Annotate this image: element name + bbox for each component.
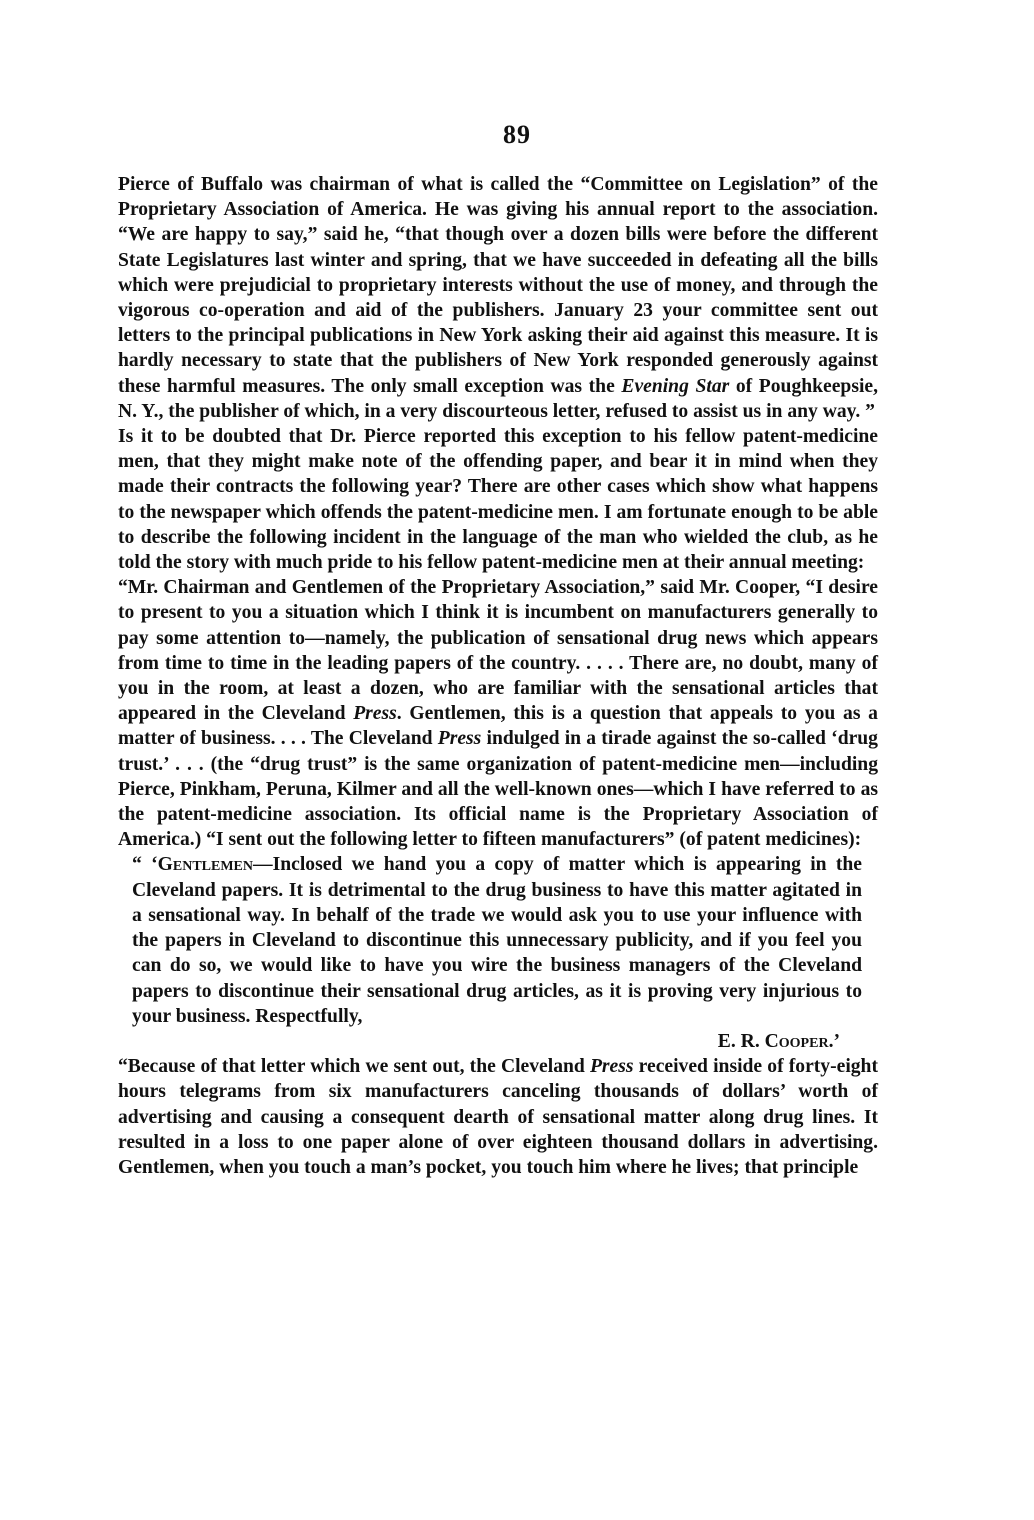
letter-salutation: “ ‘Gentlemen xyxy=(132,854,254,876)
letter-body: “ ‘Gentlemen—Inclosed we hand you a copy of matter which is appearing in the Cleveland papers. It is detrimental to the drug business to have this matter agitated in a sensational way. In behalf of the trade we would ask you to use your influence with the papers in Cleveland to discontinue this unnecessary publicity, and if you feel you can do so, we would like to have you wire the business managers of the Cleveland papers to discontinue their sensational drug articles, as it is proving very injurious to your business. Respectfully, xyxy=(132,854,862,1027)
paragraph-pierce-report: Pierce of Buffalo was chairman of what is called the “Committee on Legislation” of the Proprietary Association of America. He was giving his annual report to the association. “We are happy to say,” said he, “that though over a dozen bills were before the different State Legislatures last winter and spring, that we have succeeded in defeating all the bills which were prejudicial to proprietary interests without the use of money, and through the vigorous co-operation and aid of the publishers. January 23 your committee sent out letters to the principal publications in New York asking their aid against this measure. It is hardly necessary to state that the publishers of New York responded generously against these harmful measures. The only small exception was the Evening Star of Poughkeepsie, N. Y., the publisher of which, in a very discourteous letter, refused to assist us in any way. ” xyxy=(118,174,878,422)
letter-signature: E. R. Cooper.’ xyxy=(717,1030,840,1052)
newspaper-title: Press xyxy=(589,1056,634,1078)
newspaper-title: Press xyxy=(353,703,397,725)
newspaper-title: Evening Star xyxy=(621,375,730,397)
page-body xyxy=(118,172,878,1180)
newspaper-title: Press xyxy=(437,728,482,750)
paragraph-cooper-speech: “Mr. Chairman and Gentlemen of the Proprietary Association,” said Mr. Cooper, “I desire to present to you a situation which I think it is incumbent on manufacturers generally to pay some attention to—namely, the publication of sensational drug news which appears from time to time in the leading papers of the country. . . . . There are, no doubt, many of you in the room, at least a dozen, who are familiar with the sensational articles that appeared in the Cleveland Press. Gentlemen, this is a question that appeals to you as a matter of business. . . . The Cleveland Press indulged in a tirade against the so-called ‘drug trust.’ . . . (the “drug trust” is the same organization of patent-medicine men—including Pierce, Pinkham, Peruna, Kilmer and all the well-known ones—which I have referred to as the patent-medicine association. Its official name is the Proprietary Association of America.) “I sent out the following letter to fifteen manufacturers” (of patent medicines): xyxy=(118,577,878,851)
paragraph-doubted: Is it to be doubted that Dr. Pierce reported this exception to his fellow patent-medicine men, that they might make note of the offending paper, and bear it in mind when they made their contracts the following year? There are other cases which show what happens to the newspaper which offends the patent-medicine men. I am fortunate enough to be able to describe the following incident in the language of the man who wielded the club, as he told the story with much pride to his fellow patent-medicine men at their annual meeting: xyxy=(118,426,878,574)
letter-signoff xyxy=(132,1029,862,1054)
quoted-letter xyxy=(132,852,878,1054)
paragraph-consequence: “Because of that letter which we sent out, the Cleveland Press received inside of forty-eight hours telegrams from six manufacturers canceling thousands of dollars’ worth of advertising and causing a consequent dearth of sensational matter along drug lines. It resulted in a loss to one paper alone of over eighteen thousand dollars in advertising. Gentlemen, when you touch a man’s pocket, you touch him where he lives; that principle xyxy=(118,1056,878,1178)
page-number: 89 xyxy=(503,120,531,149)
